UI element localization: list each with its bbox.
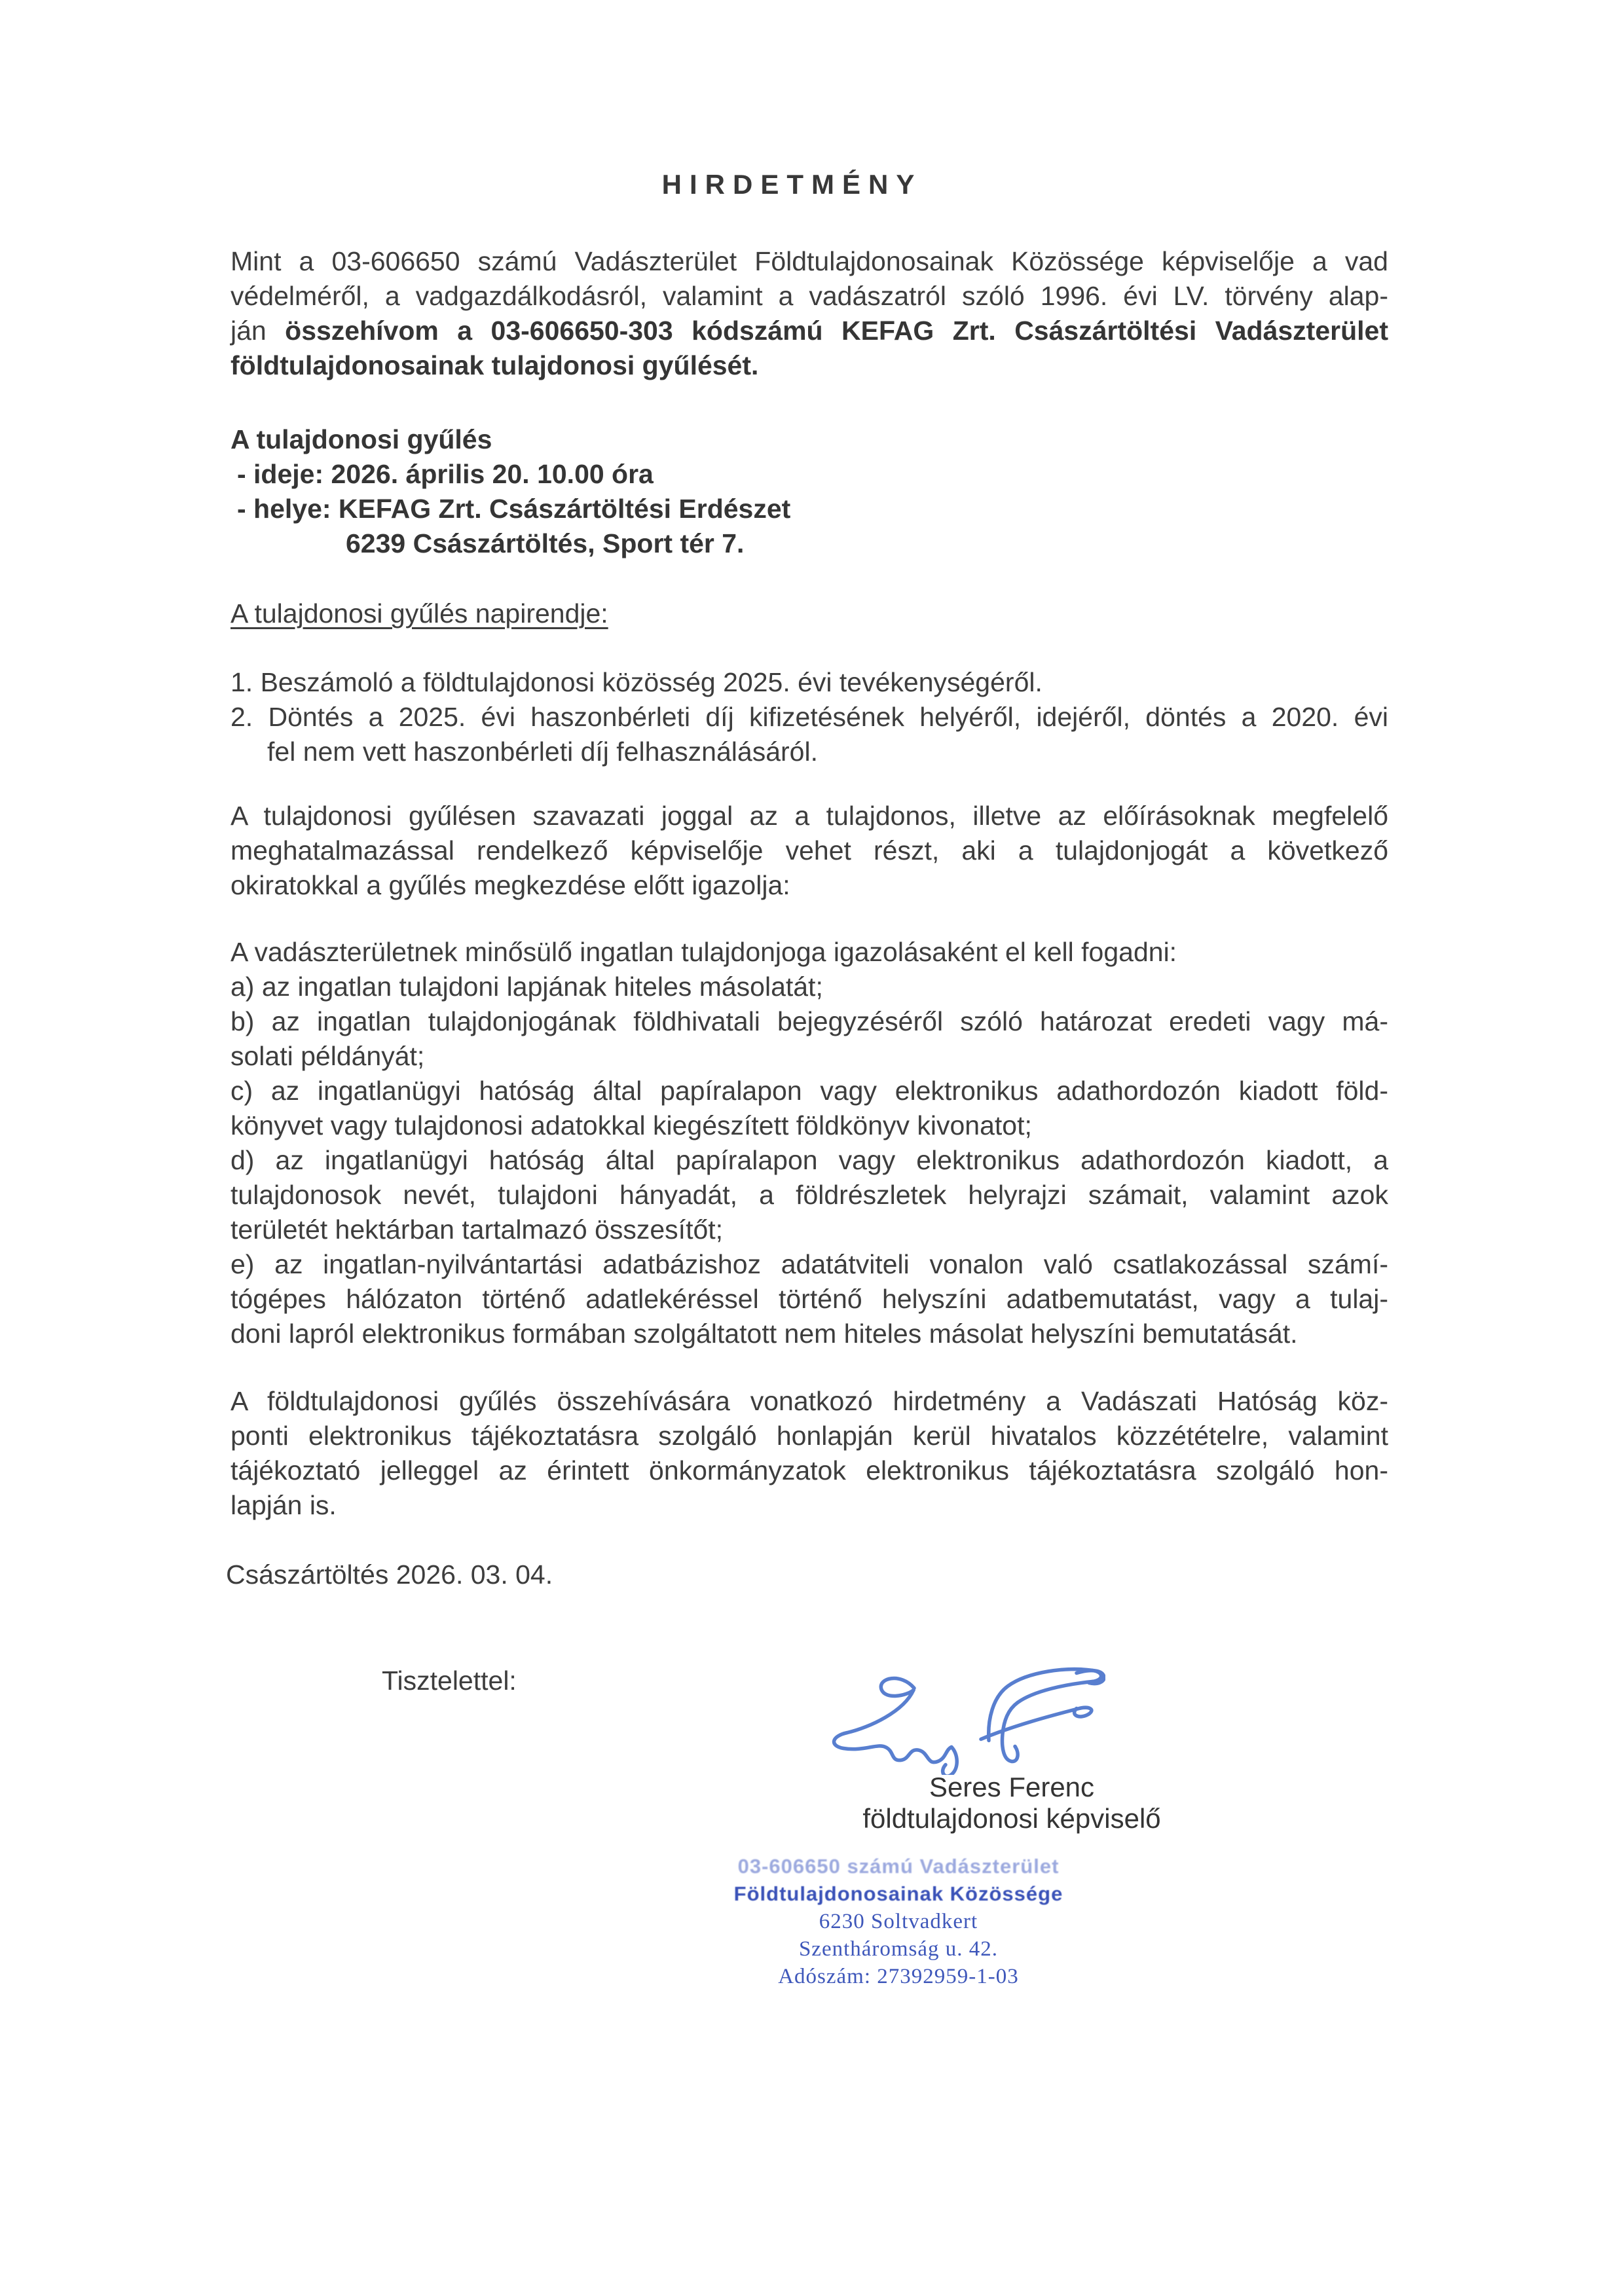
text-line: 1. Beszámoló a földtulajdonosi közösség 2025. évi tevékenységéről. bbox=[231, 667, 1043, 697]
text-line: a) az ingatlan tulajdoni lapjának hiteles másolatát; bbox=[231, 972, 823, 1002]
text-line: lapján is. bbox=[231, 1490, 337, 1520]
text-line: doni lapról elektronikus formában szolgáltatott nem hiteles másolat helyszíni bemutatását. bbox=[231, 1319, 1298, 1349]
text-line: A tulajdonosi gyűlésen szavazati joggal az a tulajdonos, illetve az előírásoknak megfelelő bbox=[231, 801, 1388, 831]
stamp-line-community: Földtulajdonosainak Közössége bbox=[733, 1882, 1063, 1905]
text-line: tájékoztató jelleggel az érintett önkormányzatok elektronikus tájékoztatásra szolgáló hon- bbox=[231, 1455, 1388, 1485]
text-line: A vadászterületnek minősülő ingatlan tulajdonjoga igazolásaként el kell fogadni: bbox=[231, 937, 1177, 967]
text-line: ponti elektronikus tájékoztatásra szolgáló honlapján kerül hivatalos közzétételre, valamint bbox=[231, 1421, 1388, 1451]
text-line: A földtulajdonosi gyűlés összehívására vonatkozó hirdetmény a Vadászati Hatóság köz- bbox=[231, 1386, 1388, 1416]
text-line: területét hektárban tartalmazó összesítőt; bbox=[231, 1214, 724, 1245]
text-line: d) az ingatlanügyi hatóság által papíralapon vagy elektronikus adathordozón kiadott, a bbox=[231, 1145, 1388, 1175]
text-line: tulajdonosok nevét, tulajdoni hányadát, a földrészletek helyrajzi számait, valamint azok bbox=[231, 1180, 1388, 1210]
stamp-line-street: Szentháromság u. 42. bbox=[798, 1937, 999, 1961]
intro-paragraph bbox=[231, 244, 1388, 383]
meeting-details bbox=[231, 422, 1388, 561]
text-line: c) az ingatlanügyi hatóság által papíralapon vagy elektronikus adathordozón kiadott föld- bbox=[231, 1076, 1388, 1106]
agenda-heading bbox=[231, 596, 1388, 631]
text-line: fel nem vett haszonbérleti díj felhasználásáról. bbox=[267, 737, 818, 767]
stamp-line-taxnumber: Adószám: 27392959-1-03 bbox=[778, 1965, 1019, 1988]
text-line: - helye: KEFAG Zrt. Császártöltési Erdészet bbox=[237, 494, 791, 524]
text-line: 2. Döntés a 2025. évi haszonbérleti díj kifizetésének helyéről, idejéről, döntés a 2020. évi bbox=[231, 702, 1388, 732]
text-line: b) az ingatlan tulajdonjogának földhivatali bejegyzéséről szóló határozat eredeti vagy má- bbox=[231, 1006, 1388, 1036]
stamp-line-city: 6230 Soltvadkert bbox=[819, 1910, 978, 1933]
text-line: földtulajdonosainak tulajdonosi gyűlését. bbox=[231, 350, 759, 380]
text-line: e) az ingatlan-nyilvántartási adatbázishoz adatátviteli vonalon való csatlakozással számí- bbox=[231, 1249, 1388, 1279]
text-line: tógépes hálózaton történő adatlekéréssel történő helyszíni adatbemutatást, vagy a tulaj- bbox=[231, 1284, 1388, 1314]
handwritten-signature-ink bbox=[817, 1660, 1105, 1775]
text-line: - ideje: 2026. április 20. 10.00 óra bbox=[237, 459, 654, 489]
document-title: HIRDETMÉNY bbox=[661, 169, 923, 200]
text-line: Mint a 03-606650 számú Vadászterület Földtulajdonosainak Közössége képviselője a vad bbox=[231, 246, 1388, 276]
text-line: könyvet vagy tulajdonosi adatokkal kiegészített földkönyv kivonatot; bbox=[231, 1110, 1032, 1140]
text-line: védelméről, a vadgazdálkodásról, valamint a vadászatról szóló 1996. évi LV. törvény alap- bbox=[231, 281, 1388, 311]
publication-paragraph bbox=[231, 1384, 1388, 1523]
text-line: ján összehívom a 03-606650-303 kódszámú KEFAG Zrt. Császártöltési Vadászterület bbox=[231, 316, 1388, 346]
organization-stamp bbox=[702, 1853, 1095, 1990]
signer-title: földtulajdonosi képviselő bbox=[862, 1803, 1161, 1834]
voting-rights-paragraph bbox=[231, 799, 1388, 903]
text-line: meghatalmazással rendelkező képviselője vehet részt, aki a tulajdonjogát a következő bbox=[231, 835, 1388, 866]
text-line: 6239 Császártöltés, Sport tér 7. bbox=[346, 528, 745, 558]
closing-salutation: Tisztelettel: bbox=[382, 1666, 517, 1696]
stamp-line-territory: 03-606650 számú Vadászterület bbox=[737, 1855, 1060, 1878]
ownership-proof-list bbox=[231, 935, 1388, 1351]
text-line: okiratokkal a gyűlés megkezdése előtt igazolja: bbox=[231, 870, 790, 900]
agenda-list bbox=[231, 665, 1388, 769]
text-line: solati példányát; bbox=[231, 1041, 425, 1071]
text-line: A tulajdonosi gyűlés bbox=[231, 424, 492, 454]
signer-name: Seres Ferenc bbox=[929, 1772, 1095, 1802]
place-date-line: Császártöltés 2026. 03. 04. bbox=[226, 1559, 553, 1590]
agenda-heading-text: A tulajdonosi gyűlés napirendje: bbox=[231, 598, 608, 629]
